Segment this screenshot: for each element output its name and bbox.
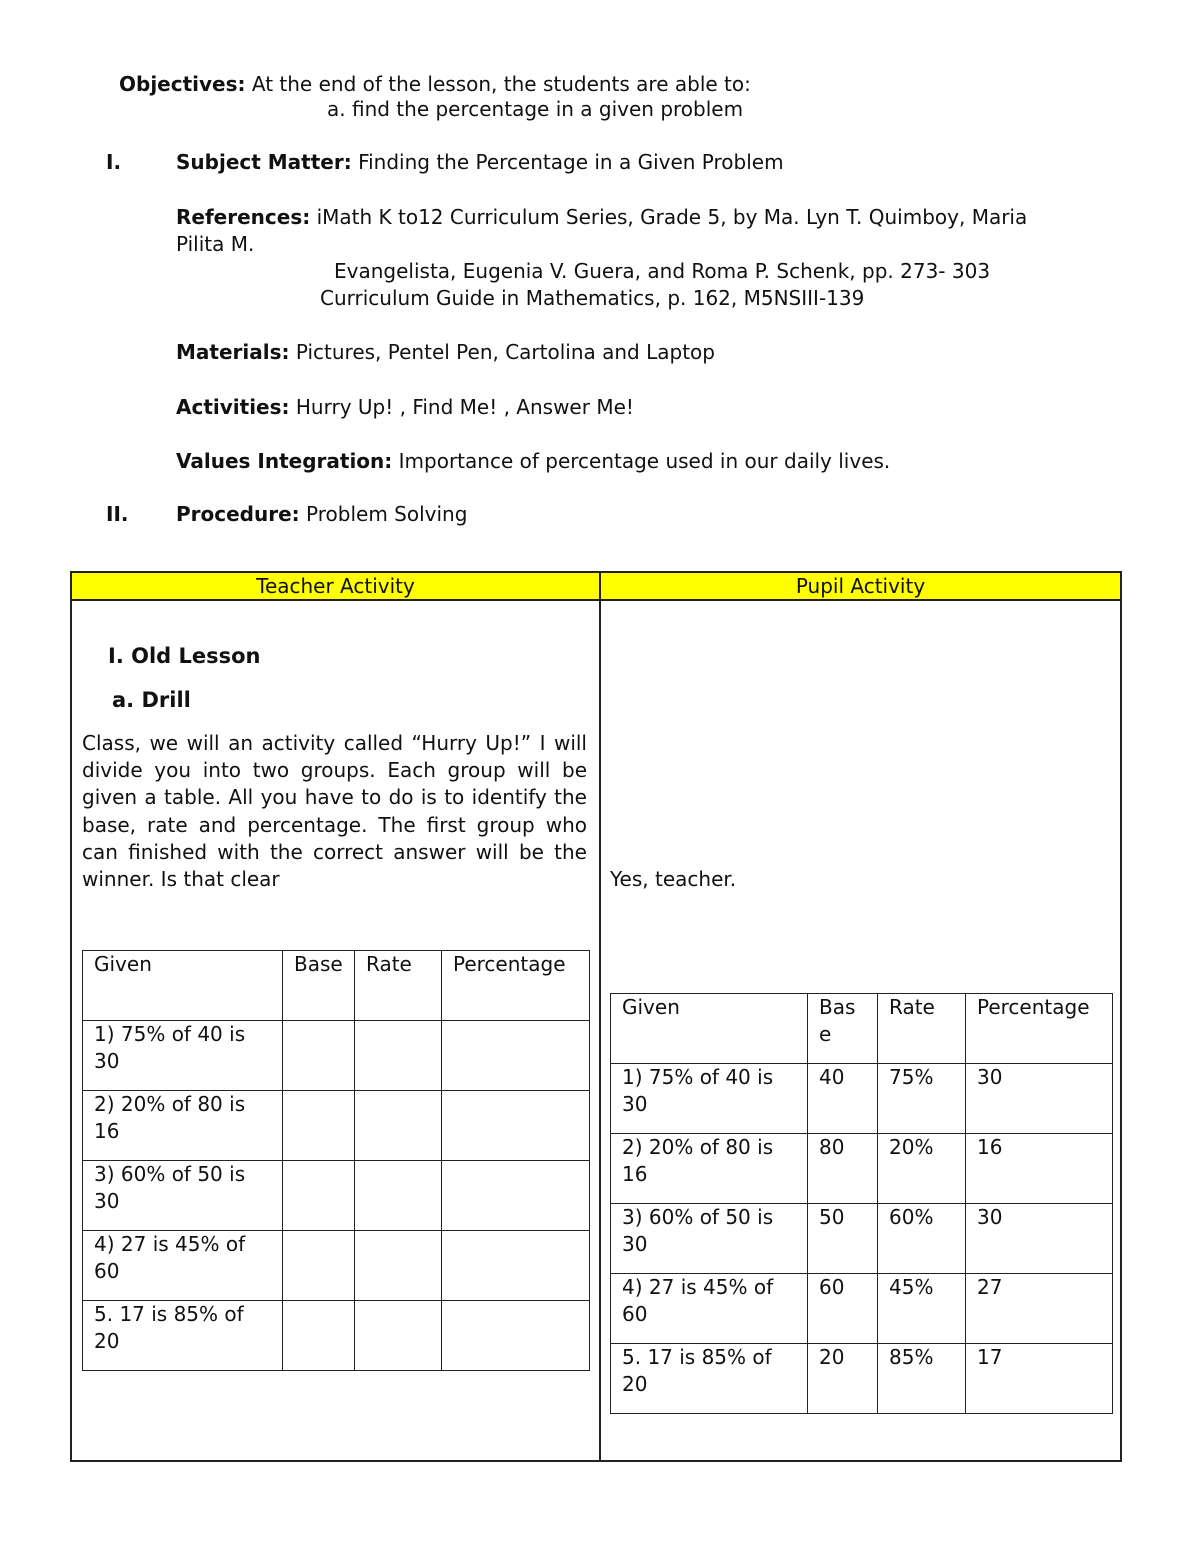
materials-text: Pictures, Pentel Pen, Cartolina and Laptop	[295, 340, 715, 364]
teacher-table-cell-base[interactable]	[283, 1301, 355, 1371]
teacher-table-cell-percentage[interactable]	[442, 1021, 590, 1091]
pupil-reply: Yes, teacher.	[610, 867, 737, 891]
values-label: Values Integration:	[176, 449, 393, 473]
objectives-label: Objectives:	[119, 72, 246, 96]
values-text: Importance of percentage used in our daily lives.	[398, 449, 891, 473]
pupil-table-header-row	[611, 994, 1113, 1064]
activities-text: Hurry Up! , Find Me! , Answer Me!	[295, 395, 634, 419]
teacher-table-cell-rate[interactable]	[355, 1091, 442, 1161]
pupil-table-header-cell: Percentage	[966, 994, 1113, 1064]
references-label: References:	[176, 205, 311, 229]
pupil-table-cell-base: 50	[808, 1204, 878, 1274]
subject-matter-line	[176, 149, 784, 175]
procedure-line	[176, 501, 467, 527]
teacher-table-cell-percentage[interactable]	[442, 1301, 590, 1371]
teacher-table-row	[83, 1021, 590, 1091]
teacher-drill-table	[82, 950, 590, 1371]
pupil-table-cell-percentage: 30	[966, 1064, 1113, 1134]
pupil-table-header-cell: Given	[611, 994, 808, 1064]
teacher-table-cell-base[interactable]	[283, 1091, 355, 1161]
pupil-table-cell-base: 80	[808, 1134, 878, 1204]
pupil-table-row	[611, 1064, 1113, 1134]
subject-matter-label: Subject Matter:	[176, 150, 352, 174]
teacher-table-cell-base[interactable]	[283, 1161, 355, 1231]
pupil-table-cell-given: 1) 75% of 40 is 30	[611, 1064, 808, 1134]
procedure-label: Procedure:	[176, 502, 300, 526]
teacher-table-cell-percentage[interactable]	[442, 1161, 590, 1231]
old-lesson-heading: I. Old Lesson	[108, 644, 261, 668]
pupil-table-cell-rate: 75%	[878, 1064, 966, 1134]
materials-line	[176, 339, 715, 365]
teacher-table-cell-base[interactable]	[283, 1231, 355, 1301]
pupil-table-cell-base: 20	[808, 1344, 878, 1414]
teacher-table-cell-base[interactable]	[283, 1021, 355, 1091]
references-text-2: Pilita M.	[176, 232, 255, 256]
teacher-table-cell-rate[interactable]	[355, 1021, 442, 1091]
pupil-table-cell-given: 4) 27 is 45% of 60	[611, 1274, 808, 1344]
subject-matter-text: Finding the Percentage in a Given Problem	[358, 150, 784, 174]
objectives-line	[119, 71, 751, 97]
teacher-table-cell-given: 2) 20% of 80 is 16	[83, 1091, 283, 1161]
teacher-table-cell-given: 5. 17 is 85% of 20	[83, 1301, 283, 1371]
pupil-table-cell-percentage: 16	[966, 1134, 1113, 1204]
teacher-table-cell-given: 4) 27 is 45% of 60	[83, 1231, 283, 1301]
teacher-activity-header: Teacher Activity	[72, 573, 601, 601]
teacher-table-row	[83, 1231, 590, 1301]
pupil-table-row	[611, 1134, 1113, 1204]
teacher-table-row	[83, 1161, 590, 1231]
references-line	[176, 204, 1027, 230]
pupil-table-cell-rate: 85%	[878, 1344, 966, 1414]
teacher-table-cell-rate[interactable]	[355, 1301, 442, 1371]
teacher-table-header-cell: Given	[83, 951, 283, 1021]
pupil-activity-header: Pupil Activity	[601, 573, 1120, 601]
pupil-table-row	[611, 1204, 1113, 1274]
pupil-table-cell-rate: 60%	[878, 1204, 966, 1274]
pupil-table-cell-given: 3) 60% of 50 is 30	[611, 1204, 808, 1274]
values-line	[176, 448, 890, 474]
teacher-table-cell-given: 3) 60% of 50 is 30	[83, 1161, 283, 1231]
pupil-table-cell-rate: 45%	[878, 1274, 966, 1344]
pupil-table-cell-given: 5. 17 is 85% of 20	[611, 1344, 808, 1414]
section-two-number: II.	[106, 502, 129, 526]
teacher-table-header-cell: Percentage	[442, 951, 590, 1021]
activities-label: Activities:	[176, 395, 290, 419]
column-divider	[599, 573, 601, 1460]
teacher-table-cell-rate[interactable]	[355, 1231, 442, 1301]
objective-a: a. find the percentage in a given problem	[327, 97, 744, 121]
teacher-instructions: Class, we will an activity called “Hurry Up!” I will divide you into two groups. Each group will be given a table. All you have to do is to identify the base, rate and percentage. The first group who can finished with the correct answer will be the winner. Is that clear	[82, 731, 587, 892]
pupil-table-cell-given: 2) 20% of 80 is 16	[611, 1134, 808, 1204]
teacher-table-cell-percentage[interactable]	[442, 1091, 590, 1161]
teacher-table-row	[83, 1091, 590, 1161]
references-text-3: Evangelista, Eugenia V. Guera, and Roma P. Schenk, pp. 273- 303	[334, 259, 991, 283]
pupil-table-cell-base: 40	[808, 1064, 878, 1134]
pupil-table-header-cell: Rate	[878, 994, 966, 1064]
teacher-table-cell-percentage[interactable]	[442, 1231, 590, 1301]
references-text-1: iMath K to12 Curriculum Series, Grade 5, by Ma. Lyn T. Quimboy, Maria	[316, 205, 1028, 229]
references-text-4: Curriculum Guide in Mathematics, p. 162, M5NSIII-139	[320, 286, 865, 310]
pupil-drill-table	[610, 993, 1113, 1414]
teacher-table-cell-rate[interactable]	[355, 1161, 442, 1231]
teacher-table-header-cell: Base	[283, 951, 355, 1021]
activities-line	[176, 394, 634, 420]
pupil-table-cell-percentage: 17	[966, 1344, 1113, 1414]
procedure-text: Problem Solving	[306, 502, 468, 526]
teacher-table-row	[83, 1301, 590, 1371]
pupil-table-row	[611, 1344, 1113, 1414]
pupil-table-cell-percentage: 27	[966, 1274, 1113, 1344]
objectives-text: At the end of the lesson, the students are able to:	[251, 72, 751, 96]
pupil-table-row	[611, 1274, 1113, 1344]
section-one-number: I.	[106, 150, 122, 174]
drill-heading: a. Drill	[112, 688, 191, 712]
pupil-table-cell-base: 60	[808, 1274, 878, 1344]
teacher-table-header-row	[83, 951, 590, 1021]
teacher-table-header-cell: Rate	[355, 951, 442, 1021]
teacher-table-cell-given: 1) 75% of 40 is 30	[83, 1021, 283, 1091]
materials-label: Materials:	[176, 340, 290, 364]
pupil-table-cell-rate: 20%	[878, 1134, 966, 1204]
activity-table	[70, 571, 1122, 1462]
pupil-table-cell-percentage: 30	[966, 1204, 1113, 1274]
pupil-table-header-cell: Base	[808, 994, 878, 1064]
